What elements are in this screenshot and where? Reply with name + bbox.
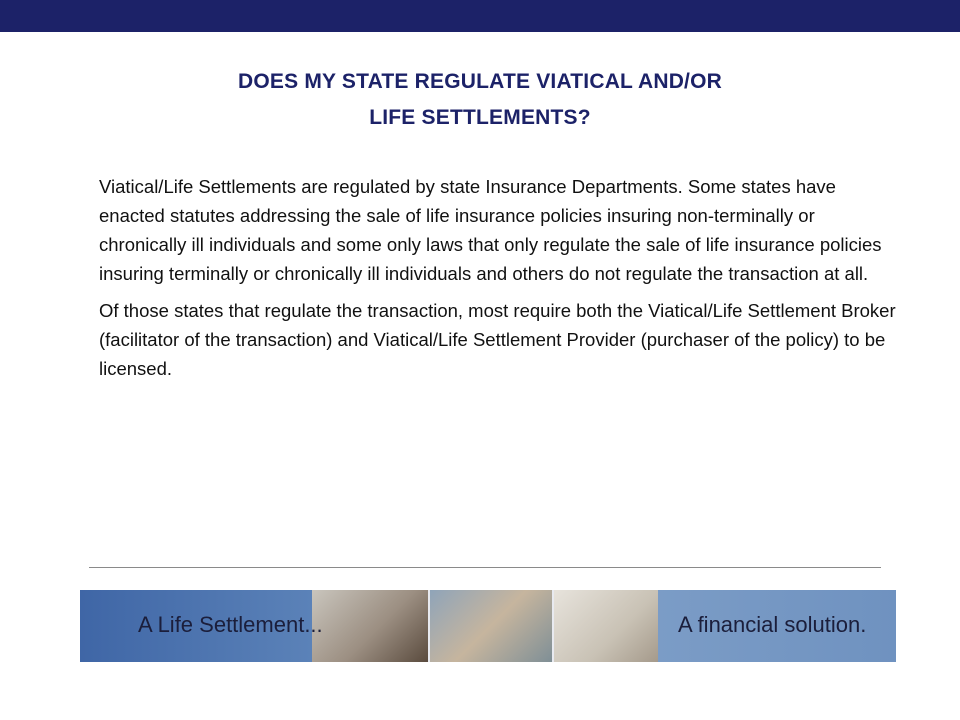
banner-photo-senior-woman: [554, 590, 658, 662]
body-paragraph-2: Of those states that regulate the transaction, most require both the Viatical/Life Settlement Broker (facilitator of the transaction) and Viatical/Life Settlement Provider (purchaser of the policy) to be licensed.: [99, 300, 896, 379]
slide-title: [0, 64, 960, 136]
banner-tagline-right: A financial solution.: [678, 612, 867, 637]
top-accent-bar: [0, 0, 960, 32]
body-paragraph-1: Viatical/Life Settlements are regulated by state Insurance Departments. Some states have enacted statutes addressing the sale of life insurance policies insuring non-terminally or chronically ill individuals and some only laws that only regulate the sale of life insurance policies insuring terminally or chronically ill individuals and others do not regulate the transaction at all.: [99, 176, 882, 284]
horizontal-divider: [89, 567, 881, 568]
footer-banner: [80, 590, 896, 662]
slide-title-line-1: DOES MY STATE REGULATE VIATICAL AND/OR: [237, 70, 722, 93]
banner-photo-business-people: [312, 590, 428, 662]
banner-tagline-left: A Life Settlement...: [138, 612, 323, 637]
slide-body: [99, 172, 899, 391]
banner-photo-child: [430, 590, 552, 662]
slide-title-line-2: LIFE SETTLEMENTS?: [369, 106, 591, 129]
